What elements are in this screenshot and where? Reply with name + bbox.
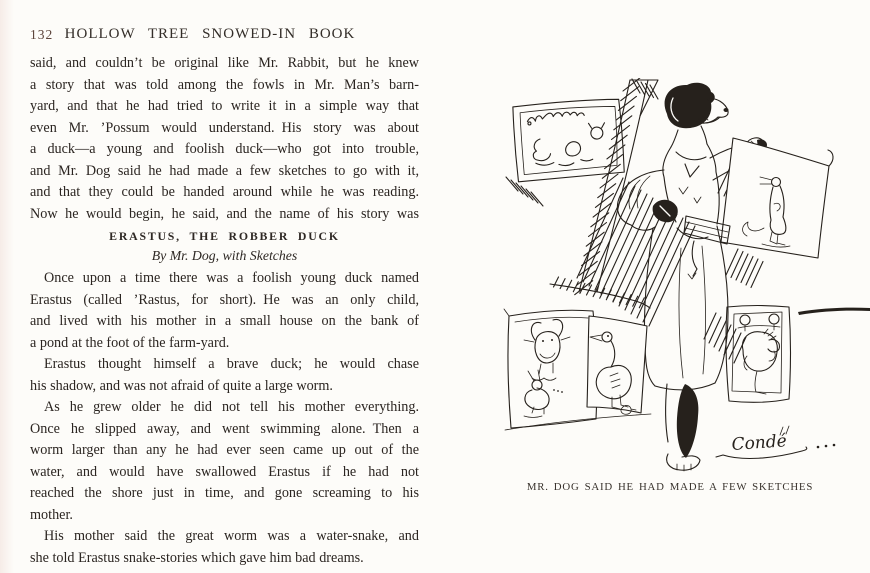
right-page bbox=[435, 0, 870, 573]
story-title: ERASTUS, THE ROBBER DUCK bbox=[109, 229, 340, 243]
wall-post bbox=[575, 78, 658, 295]
dog-head bbox=[665, 83, 729, 128]
artist-signature bbox=[716, 426, 835, 458]
text-line: As he grew older he did not tell his mother everything. bbox=[44, 399, 419, 415]
dog-legs bbox=[666, 384, 700, 471]
text-line: worm larger than any he had ever seen came up out of the bbox=[30, 442, 419, 458]
text-line: Erastus (called ’Rastus, for short). He was an only child, bbox=[30, 291, 419, 308]
text-line: and lived with his mother in a small house on the bank of bbox=[30, 313, 419, 329]
text-line: and that they could be handed around while he was reading. bbox=[30, 184, 419, 200]
text-line: reached the shore just in time, and gone screaming to his bbox=[30, 485, 419, 501]
illustration-caption: MR. DOG SAID HE HAD MADE A FEW SKETCHES bbox=[526, 481, 814, 493]
framed-picture bbox=[513, 99, 625, 182]
text-line: his shadow, and was not afraid of quite a large worm. bbox=[30, 377, 333, 394]
text-line: mother. bbox=[30, 506, 73, 523]
mr-dog-illustration bbox=[480, 78, 870, 478]
running-head: HOLLOW TREE SNOWED-IN BOOK bbox=[64, 26, 356, 42]
text-line: Once he slipped away, and went swimming alone. Then a bbox=[30, 420, 419, 437]
text-column bbox=[30, 53, 419, 569]
sketch-sheet-cow bbox=[504, 309, 597, 428]
text-line: Now he would begin, he said, and the name of his story was bbox=[30, 205, 419, 222]
text-line: a duck—a young and foolish duck—who got into trouble, bbox=[30, 141, 419, 157]
text-line: she told Erastus snake-stories which gave him bad dreams. bbox=[30, 549, 364, 566]
text-line: yard, and that he had tried to write it in a simple way that bbox=[30, 98, 419, 114]
text-line: water, and would have swallowed Erastus if he had not bbox=[30, 463, 419, 480]
page-number: 132 bbox=[30, 27, 54, 42]
text-line: a pond at the foot of the farm-yard. bbox=[30, 334, 230, 351]
story-byline: By Mr. Dog, with Sketches bbox=[151, 248, 298, 263]
framed-duck-sketch bbox=[726, 306, 870, 403]
text-line: His mother said the great worm was a water-snake, and bbox=[44, 528, 419, 544]
mr-dog-figure bbox=[617, 83, 833, 471]
text-line: Erastus thought himself a brave duck; he would chase bbox=[44, 356, 419, 372]
held-sketch-duck bbox=[721, 138, 833, 258]
text-line: said, and couldn’t be original like Mr. Rabbit, but he knew bbox=[30, 55, 419, 71]
text-line: Once upon a time there was a foolish young duck named bbox=[44, 270, 419, 286]
text-line: a story that was told among the fowls in Mr. Man’s barn- bbox=[30, 76, 419, 93]
text-line: even Mr. ’Possum would understand. His story was about bbox=[30, 119, 419, 136]
text-line: and Mr. Dog said he had made a few sketches to go with it, bbox=[30, 162, 419, 179]
signature-text: Condé bbox=[730, 431, 788, 455]
